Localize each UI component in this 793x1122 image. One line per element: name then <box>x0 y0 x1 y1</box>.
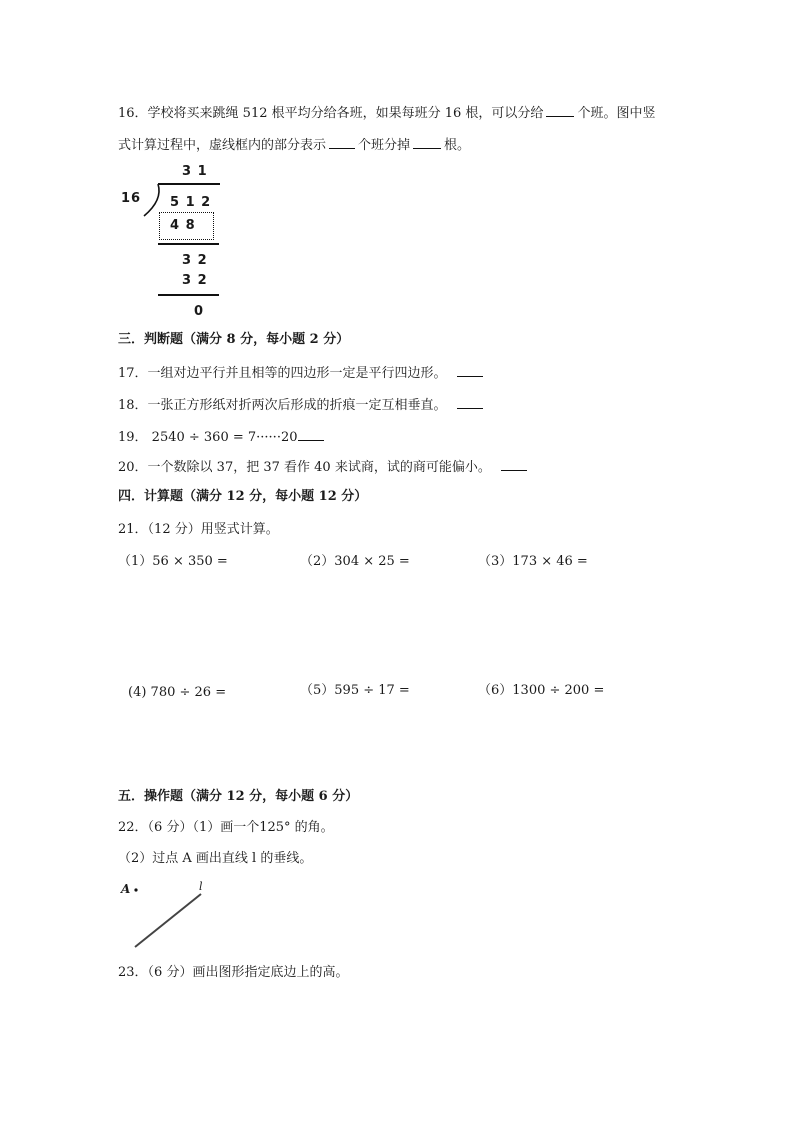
line-l-drawing <box>130 880 210 952</box>
q17-row <box>118 364 486 382</box>
line-l-label: l <box>199 880 203 893</box>
q23-text: 23．（6 分）画出图形指定底边上的高。 <box>118 965 349 980</box>
division-final: 0 <box>194 304 205 319</box>
division-remainder1: 3 2 <box>182 253 208 268</box>
section3-title: 三．判断题（满分 8 分，每小题 2 分） <box>118 332 350 347</box>
q20-text: 20．一个数除以 37，把 37 看作 40 来试商，试的商可能偏小。 <box>118 460 491 475</box>
q20-row <box>118 458 530 476</box>
q18-row <box>118 396 486 414</box>
q22b-text: （2）过点 A 画出直线 l 的垂线。 <box>118 851 313 866</box>
answer-blank[interactable] <box>457 364 483 377</box>
calc-item-2: （2）304 × 25 = <box>300 554 410 569</box>
division-rule-1 <box>158 243 219 245</box>
division-quotient: 3 1 <box>182 164 208 179</box>
answer-blank[interactable] <box>501 458 527 471</box>
q19-row <box>118 428 327 446</box>
q16-line2 <box>118 136 470 154</box>
q16-text-1: 16．学校将买来跳绳 512 根平均分给各班，如果每班分 16 根，可以分给 <box>118 106 544 121</box>
q21-text: 21．（12 分）用竖式计算。 <box>118 522 279 537</box>
q16-text-2: 个班。图中竖 <box>577 106 656 121</box>
q18-text: 18．一张正方形纸对折两次后形成的折痕一定互相垂直。 <box>118 398 447 413</box>
answer-blank[interactable] <box>413 136 441 149</box>
q16-text-3: 式计算过程中，虚线框内的部分表示 <box>118 138 327 153</box>
calc-item-6: （6）1300 ÷ 200 = <box>478 683 605 698</box>
q22-text: 22．（6 分）（1）画一个125° 的角。 <box>118 820 334 835</box>
division-step2: 3 2 <box>182 273 208 288</box>
answer-blank[interactable] <box>457 396 483 409</box>
calc-item-3: （3）173 × 46 = <box>478 554 588 569</box>
q17-text: 17．一组对边平行并且相等的四边形一定是平行四边形。 <box>118 366 447 381</box>
point-a-label: A <box>121 882 131 896</box>
calc-item-1: （1）56 × 350 = <box>118 554 228 569</box>
q16-text-5: 根。 <box>444 138 471 153</box>
q19-text: 19． 2540 ÷ 360 = 7······20 <box>118 430 298 445</box>
q16-text-4: 个班分掉 <box>358 138 411 153</box>
section4-title: 四．计算题（满分 12 分，每小题 12 分） <box>118 489 368 504</box>
q16-line1 <box>118 104 655 122</box>
section5-title: 五．操作题（满分 12 分，每小题 6 分） <box>118 789 359 804</box>
division-rule-2 <box>158 294 219 296</box>
answer-blank[interactable] <box>298 428 324 441</box>
division-step1: 4 8 <box>170 218 196 233</box>
division-divisor: 16 <box>121 191 142 206</box>
answer-blank[interactable] <box>329 136 355 149</box>
answer-blank[interactable] <box>546 104 574 117</box>
calc-item-5: （5）595 ÷ 17 = <box>300 683 410 698</box>
division-dividend: 5 1 2 <box>170 195 212 210</box>
calc-item-4: (4) 780 ÷ 26 = <box>128 685 227 700</box>
